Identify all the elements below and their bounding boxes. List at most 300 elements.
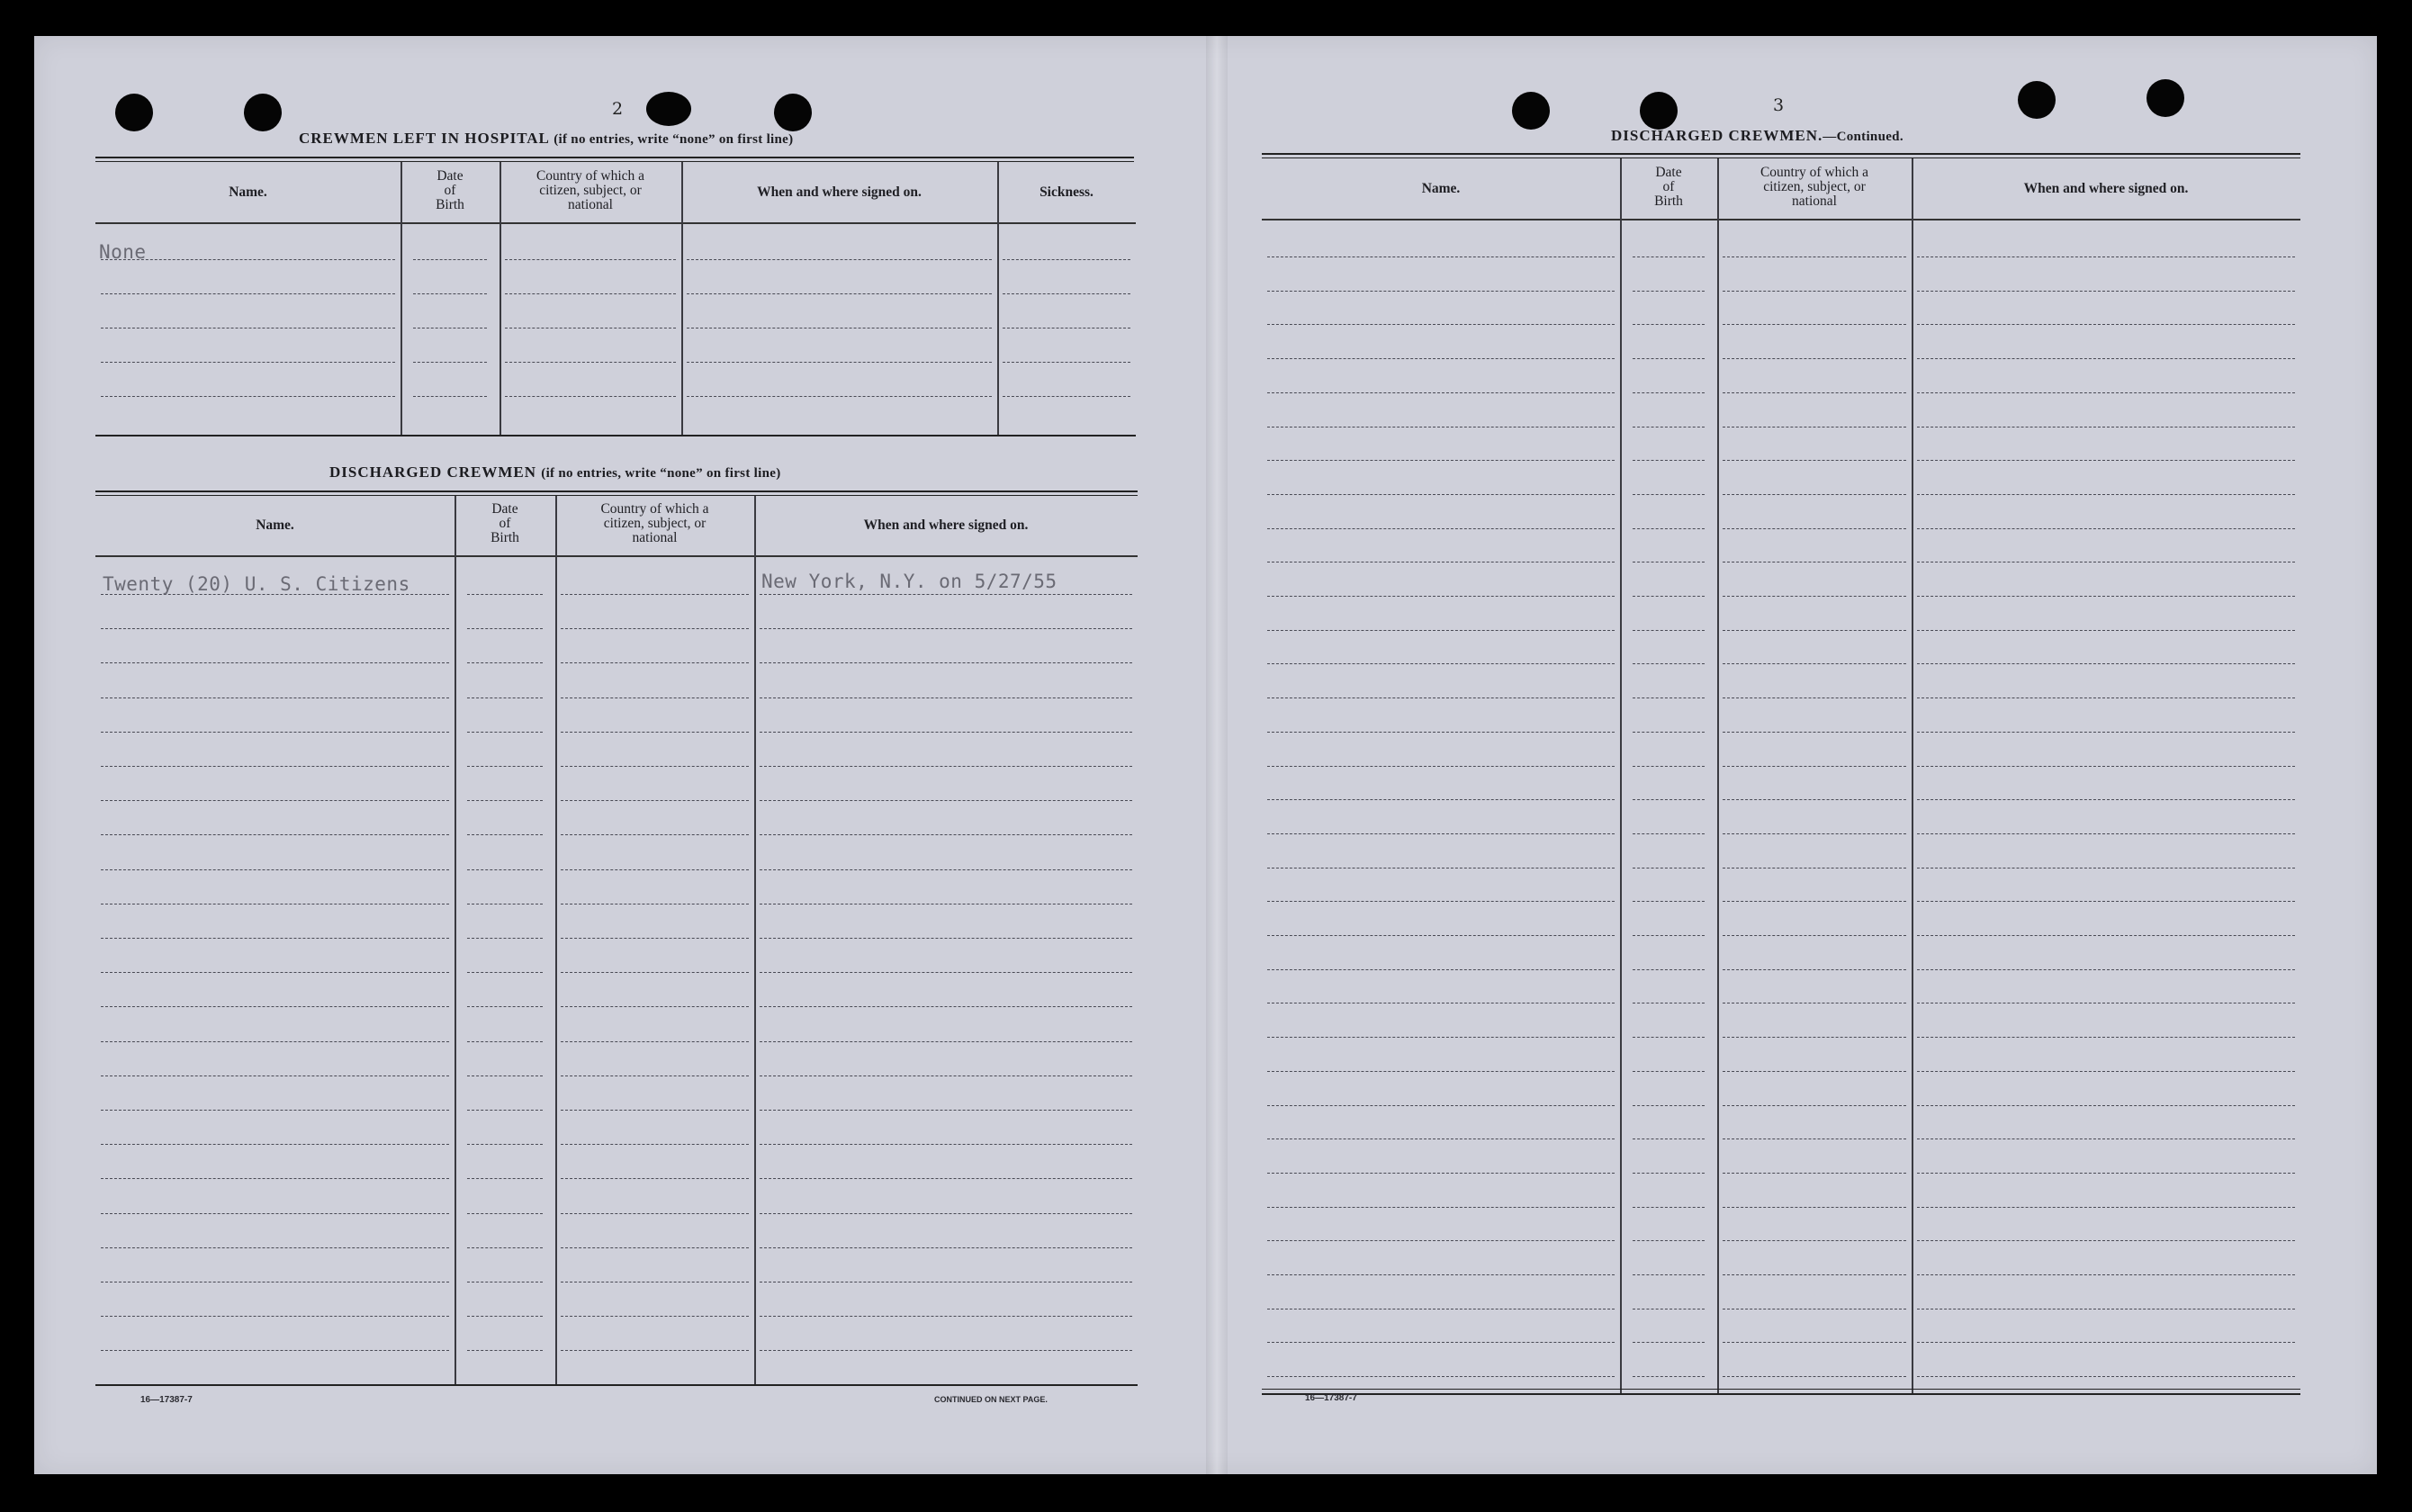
ruled-line: [760, 1110, 1132, 1111]
ruled-line: [1723, 1274, 1906, 1275]
ruled-line: [1267, 460, 1615, 461]
ruled-line: [413, 293, 487, 294]
ruled-line: [1633, 1376, 1705, 1377]
header-rule: [1262, 219, 2300, 220]
ruled-line: [101, 938, 449, 939]
ruled-line: [760, 869, 1132, 870]
header-rule: [95, 222, 1136, 224]
ruled-line: [1723, 630, 1906, 631]
ruled-line: [101, 972, 449, 973]
column-header: [555, 502, 754, 545]
ruled-line: [1723, 1376, 1906, 1377]
ruled-line: [1633, 494, 1705, 495]
ruled-line: [1723, 732, 1906, 733]
ruled-line: [1917, 256, 2295, 257]
ruled-line: [1633, 392, 1705, 393]
ruled-line: [1267, 935, 1615, 936]
ruled-line: [1633, 833, 1705, 834]
ruled-line: [101, 362, 395, 363]
ruled-line: [1267, 596, 1615, 597]
column-header-line: Country of which a: [600, 501, 709, 517]
ruled-line: [467, 594, 543, 595]
ruled-line: [1003, 259, 1130, 260]
ruled-line: [561, 662, 749, 663]
ruled-line: [467, 1316, 543, 1317]
ruled-line: [1633, 528, 1705, 529]
punch-hole: [1640, 92, 1678, 130]
ruled-line: [1633, 663, 1705, 664]
ruled-line: [1633, 1309, 1705, 1310]
ruled-line: [1723, 799, 1906, 800]
ruled-line: [1723, 1105, 1906, 1106]
ruled-line: [1267, 1105, 1615, 1106]
discharged-title-text: DISCHARGED CREWMEN: [329, 464, 537, 481]
ruled-line: [1003, 396, 1130, 397]
column-header-line: Sickness.: [1040, 184, 1094, 200]
column-header-line: When and where signed on.: [863, 518, 1029, 533]
ruled-line: [1917, 969, 2295, 970]
column-header: [400, 169, 500, 212]
ruled-line: [1723, 1071, 1906, 1072]
ruled-line: [413, 362, 487, 363]
ruled-line: [1267, 1173, 1615, 1174]
column-header-line: citizen, subject, or: [1763, 179, 1866, 194]
ruled-line: [467, 938, 543, 939]
ruled-line: [1267, 256, 1615, 257]
ruled-line: [1267, 833, 1615, 834]
ruled-line: [1267, 427, 1615, 428]
ruled-line: [1267, 291, 1615, 292]
column-divider: [500, 162, 501, 435]
ruled-line: [101, 1006, 449, 1007]
ruled-line: [1267, 901, 1615, 902]
ruled-line: [467, 1213, 543, 1214]
ruled-line: [760, 1247, 1132, 1248]
column-header-line: of: [1662, 179, 1675, 194]
ruled-line: [1267, 969, 1615, 970]
ruled-line: [101, 766, 449, 767]
ruled-line: [1723, 935, 1906, 936]
ruled-line: [1633, 1037, 1705, 1038]
ruled-line: [467, 1110, 543, 1111]
ruled-line: [1267, 528, 1615, 529]
ruled-line: [760, 800, 1132, 801]
ruled-line: [1633, 732, 1705, 733]
ruled-line: [561, 834, 749, 835]
ruled-line: [413, 396, 487, 397]
ruled-line: [1917, 833, 2295, 834]
column-header: [500, 169, 681, 212]
continued-title-text: DISCHARGED CREWMEN.: [1611, 127, 1823, 144]
ruled-line: [1917, 291, 2295, 292]
column-header-line: national: [1792, 194, 1837, 209]
ruled-line: [1267, 1274, 1615, 1275]
ruled-line: [1723, 1037, 1906, 1038]
ruled-line: [1723, 596, 1906, 597]
column-header-line: of: [444, 183, 456, 198]
ruled-line: [1267, 732, 1615, 733]
ruled-line: [101, 1316, 449, 1317]
column-divider: [997, 162, 999, 435]
ruled-line: [1723, 901, 1906, 902]
page-number-right: 3: [1773, 95, 1785, 115]
column-header: [1262, 182, 1620, 196]
ruled-line: [1917, 1309, 2295, 1310]
ruled-line: [1723, 969, 1906, 970]
ruled-line: [561, 1041, 749, 1042]
ruled-line: [561, 1316, 749, 1317]
discharged-section-title: [329, 464, 781, 482]
column-divider: [1620, 158, 1622, 1393]
ruled-line: [1267, 392, 1615, 393]
ruled-line: [1723, 1207, 1906, 1208]
column-header: [1717, 166, 1912, 209]
ruled-line: [1723, 460, 1906, 461]
ruled-line: [1723, 1240, 1906, 1241]
ruled-line: [561, 594, 749, 595]
ruled-line: [1917, 528, 2295, 529]
ruled-line: [505, 362, 676, 363]
ruled-line: [1917, 630, 2295, 631]
bottom-rule-2: [1262, 1389, 2300, 1390]
ruled-line: [1917, 935, 2295, 936]
ruled-line: [1723, 1138, 1906, 1139]
ruled-line: [1723, 528, 1906, 529]
ruled-line: [1917, 427, 2295, 428]
punch-hole: [1512, 92, 1550, 130]
ruled-line: [467, 1178, 543, 1179]
bottom-rule: [95, 1384, 1138, 1386]
ruled-line: [561, 972, 749, 973]
ruled-line: [561, 1110, 749, 1111]
hospital-top-rule-2: [95, 161, 1134, 162]
ruled-line: [561, 628, 749, 629]
ruled-line: [561, 938, 749, 939]
ruled-line: [1917, 1342, 2295, 1343]
ruled-line: [760, 594, 1132, 595]
column-header-line: citizen, subject, or: [539, 183, 642, 198]
ruled-line: [561, 1350, 749, 1351]
ruled-line: [687, 259, 992, 260]
column-header: [454, 502, 555, 545]
ruled-line: [1917, 1240, 2295, 1241]
ruled-line: [101, 662, 449, 663]
column-header-line: When and where signed on.: [757, 184, 922, 200]
ruled-line: [505, 293, 676, 294]
ruled-line: [1723, 1309, 1906, 1310]
ruled-line: [101, 1041, 449, 1042]
ruled-line: [1633, 766, 1705, 767]
column-header-line: Name.: [256, 518, 294, 533]
ruled-line: [1723, 833, 1906, 834]
ruled-line: [467, 1247, 543, 1248]
punch-hole: [244, 94, 282, 131]
ruled-line: [467, 1144, 543, 1145]
ruled-line: [1917, 358, 2295, 359]
ruled-line: [101, 1350, 449, 1351]
column-header: [681, 185, 997, 200]
ruled-line: [1917, 766, 2295, 767]
ruled-line: [760, 1350, 1132, 1351]
ruled-line: [561, 1178, 749, 1179]
ruled-line: [1633, 1173, 1705, 1174]
ruled-line: [467, 732, 543, 733]
form-number-right: 16—17387-7: [1305, 1393, 1357, 1403]
ruled-line: [505, 396, 676, 397]
ruled-line: [1723, 358, 1906, 359]
ruled-line: [1917, 494, 2295, 495]
ruled-line: [101, 396, 395, 397]
continued-note: CONTINUED ON NEXT PAGE.: [934, 1395, 1048, 1404]
ruled-line: [760, 628, 1132, 629]
ruled-line: [1723, 392, 1906, 393]
ruled-line: [1917, 1003, 2295, 1004]
column-divider: [681, 162, 683, 435]
ruled-line: [1267, 1240, 1615, 1241]
ruled-line: [1917, 1071, 2295, 1072]
bottom-rule: [95, 435, 1136, 436]
ruled-line: [1267, 1037, 1615, 1038]
ruled-line: [101, 1247, 449, 1248]
column-header-line: Date: [1655, 165, 1682, 180]
ruled-line: [1633, 1342, 1705, 1343]
ruled-line: [561, 800, 749, 801]
ruled-line: [101, 800, 449, 801]
hospital-title-text: CREWMEN LEFT IN HOSPITAL: [299, 130, 549, 147]
discharged-top-rule-2: [95, 495, 1138, 496]
ruled-line: [1633, 901, 1705, 902]
ruled-line: [1633, 799, 1705, 800]
ruled-line: [101, 869, 449, 870]
punch-hole: [646, 92, 691, 126]
ruled-line: [1633, 630, 1705, 631]
column-header-line: Date: [491, 501, 518, 517]
ruled-line: [760, 938, 1132, 939]
ruled-line: [561, 1006, 749, 1007]
continued-title-suffix: —Continued.: [1822, 130, 1904, 144]
ruled-line: [1633, 291, 1705, 292]
punch-hole: [115, 94, 153, 131]
ruled-line: [1917, 596, 2295, 597]
ruled-line: [505, 259, 676, 260]
ruled-line: [1917, 324, 2295, 325]
ruled-line: [101, 293, 395, 294]
column-divider: [1912, 158, 1913, 1393]
ruled-line: [561, 1247, 749, 1248]
ruled-line: [1267, 630, 1615, 631]
ruled-line: [467, 834, 543, 835]
ruled-line: [760, 1213, 1132, 1214]
form-number-left: 16—17387-7: [140, 1395, 193, 1405]
column-header: [95, 518, 454, 533]
ruled-line: [1633, 1138, 1705, 1139]
column-header-line: When and where signed on.: [2023, 181, 2189, 196]
ruled-line: [760, 972, 1132, 973]
ruled-line: [101, 1213, 449, 1214]
ruled-line: [561, 869, 749, 870]
ruled-line: [1267, 1071, 1615, 1072]
ruled-line: [413, 259, 487, 260]
ruled-line: [1633, 935, 1705, 936]
ruled-line: [1267, 1138, 1615, 1139]
column-header-line: Birth: [1654, 194, 1683, 209]
column-header-line: national: [632, 530, 678, 545]
punch-hole: [774, 94, 812, 131]
ruled-line: [1917, 1138, 2295, 1139]
column-header: [95, 185, 400, 200]
ruled-line: [101, 1144, 449, 1145]
column-header: [1620, 166, 1717, 209]
ruled-line: [1633, 324, 1705, 325]
ruled-line: [467, 1041, 543, 1042]
page-fold: [1206, 36, 1228, 1474]
ruled-line: [1267, 1309, 1615, 1310]
discharged-top-rule: [95, 490, 1138, 492]
column-divider: [754, 496, 756, 1384]
ruled-line: [760, 1006, 1132, 1007]
typed-entry-discharged-signed-on: New York, N.Y. on 5/27/55: [761, 571, 1058, 592]
ruled-line: [467, 1006, 543, 1007]
ruled-line: [561, 732, 749, 733]
ruled-line: [687, 396, 992, 397]
hospital-section-title: [299, 130, 793, 148]
ruled-line: [1267, 766, 1615, 767]
ruled-line: [1917, 1105, 2295, 1106]
column-divider: [555, 496, 557, 1384]
typed-entry-discharged-name: Twenty (20) U. S. Citizens: [103, 573, 410, 595]
ruled-line: [101, 834, 449, 835]
ruled-line: [1917, 663, 2295, 664]
column-header-line: Birth: [490, 530, 519, 545]
ruled-line: [467, 628, 543, 629]
ruled-line: [561, 1213, 749, 1214]
ruled-line: [561, 1144, 749, 1145]
ruled-line: [101, 628, 449, 629]
ruled-line: [1917, 1207, 2295, 1208]
ruled-line: [1633, 1274, 1705, 1275]
ruled-line: [1267, 1342, 1615, 1343]
ruled-line: [1267, 1003, 1615, 1004]
column-header-line: citizen, subject, or: [603, 516, 706, 531]
ruled-line: [1633, 969, 1705, 970]
column-header-line: Country of which a: [1760, 165, 1869, 180]
typed-entry-hospital-name: None: [99, 241, 147, 263]
ruled-line: [1917, 1037, 2295, 1038]
ruled-line: [760, 1316, 1132, 1317]
column-header-line: national: [568, 197, 613, 212]
ruled-line: [1267, 494, 1615, 495]
column-header-line: Country of which a: [536, 168, 645, 184]
ruled-line: [467, 766, 543, 767]
column-header: [1912, 182, 2300, 196]
ruled-line: [760, 1041, 1132, 1042]
ruled-line: [760, 732, 1132, 733]
ruled-line: [101, 1178, 449, 1179]
ruled-line: [1723, 766, 1906, 767]
column-divider: [454, 496, 456, 1384]
column-divider: [1717, 158, 1719, 1393]
column-divider: [400, 162, 402, 435]
ruled-line: [1723, 324, 1906, 325]
ruled-line: [1633, 1071, 1705, 1072]
ruled-line: [760, 1144, 1132, 1145]
ruled-line: [687, 362, 992, 363]
ruled-line: [1723, 663, 1906, 664]
column-header: [754, 518, 1138, 533]
column-header-line: of: [499, 516, 511, 531]
continued-top-rule: [1262, 153, 2300, 155]
ruled-line: [1723, 291, 1906, 292]
ruled-line: [760, 662, 1132, 663]
ruled-line: [101, 1110, 449, 1111]
ruled-line: [1267, 663, 1615, 664]
ruled-line: [1723, 1173, 1906, 1174]
ruled-line: [101, 732, 449, 733]
ruled-line: [1723, 494, 1906, 495]
ruled-line: [467, 1350, 543, 1351]
discharged-instruction: (if no entries, write “none” on first line): [541, 466, 781, 481]
ruled-line: [1633, 427, 1705, 428]
ruled-line: [1917, 392, 2295, 393]
ruled-line: [1917, 1274, 2295, 1275]
ruled-line: [1267, 1376, 1615, 1377]
ruled-line: [760, 834, 1132, 835]
page-number-left: 2: [612, 99, 624, 119]
ruled-line: [1917, 799, 2295, 800]
ruled-line: [1267, 799, 1615, 800]
ruled-line: [1723, 256, 1906, 257]
ruled-line: [1267, 358, 1615, 359]
ruled-line: [1723, 427, 1906, 428]
column-header-line: Name.: [1421, 181, 1461, 196]
column-header-line: Date: [436, 168, 464, 184]
ruled-line: [1633, 460, 1705, 461]
ruled-line: [1633, 358, 1705, 359]
ruled-line: [1633, 1240, 1705, 1241]
ruled-line: [1633, 256, 1705, 257]
column-header-line: Name.: [229, 184, 267, 200]
ruled-line: [1633, 1105, 1705, 1106]
ruled-line: [1723, 1003, 1906, 1004]
ruled-line: [1917, 1173, 2295, 1174]
ruled-line: [1917, 732, 2295, 733]
ruled-line: [1003, 293, 1130, 294]
punch-hole: [2146, 79, 2184, 117]
ruled-line: [1633, 596, 1705, 597]
continued-section-title: [1611, 127, 1904, 145]
ruled-line: [760, 766, 1132, 767]
ruled-line: [467, 662, 543, 663]
bottom-rule: [1262, 1393, 2300, 1395]
ruled-line: [1723, 1342, 1906, 1343]
ruled-line: [467, 972, 543, 973]
hospital-top-rule: [95, 157, 1134, 158]
ruled-line: [1267, 324, 1615, 325]
ruled-line: [1267, 1207, 1615, 1208]
ruled-line: [1633, 1207, 1705, 1208]
punch-hole: [2018, 81, 2056, 119]
column-header: [997, 185, 1136, 200]
ruled-line: [1917, 1376, 2295, 1377]
ruled-line: [467, 869, 543, 870]
ruled-line: [1917, 460, 2295, 461]
ruled-line: [561, 766, 749, 767]
ruled-line: [1917, 901, 2295, 902]
ruled-line: [1003, 362, 1130, 363]
header-rule: [95, 555, 1138, 557]
ruled-line: [1633, 1003, 1705, 1004]
hospital-instruction: (if no entries, write “none” on first line): [554, 132, 794, 147]
